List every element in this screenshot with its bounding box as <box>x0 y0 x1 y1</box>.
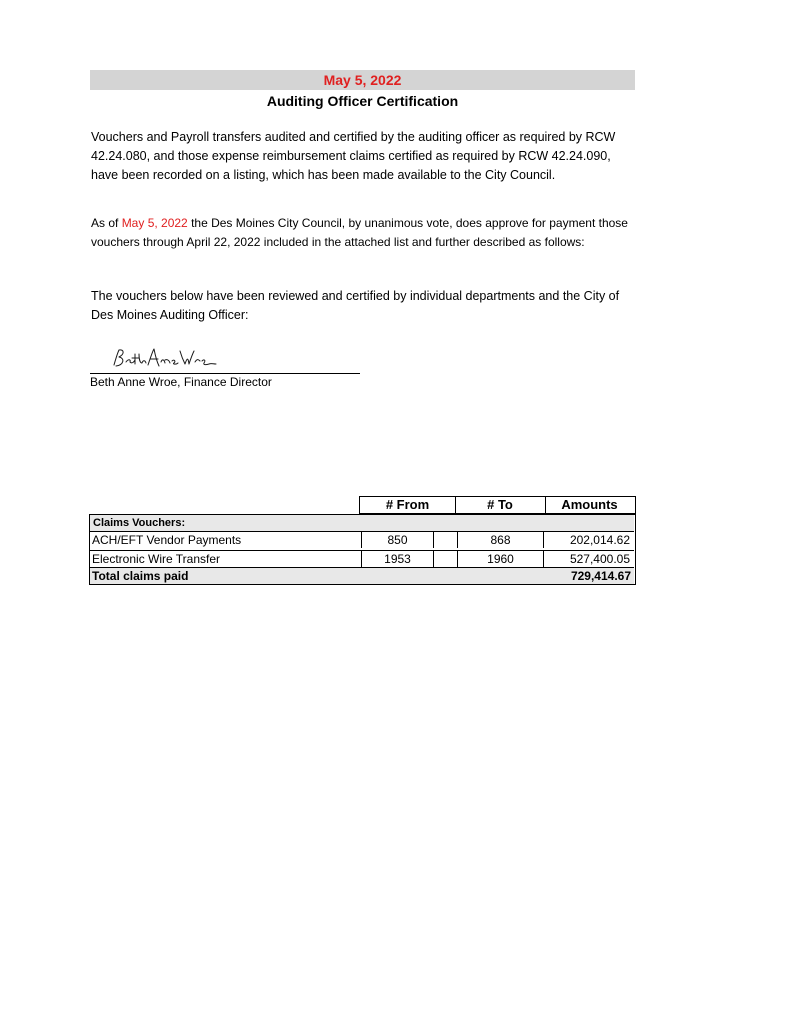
header-date: May 5, 2022 <box>323 72 402 88</box>
total-amount: 729,414.67 <box>570 569 631 583</box>
col-header-amounts: Amounts <box>561 497 618 512</box>
row-spacer <box>434 551 458 567</box>
row-to: 1960 <box>458 551 544 567</box>
approval-suffix: the Des Moines City Council, by unanimous vote, does approve for payment those vouchers through April 22, 2022 included in the attached list and further described as follows: <box>91 216 628 249</box>
col-header-to: # To <box>487 497 513 512</box>
approval-date: May 5, 2022 <box>121 216 188 230</box>
review-paragraph: The vouchers below have been reviewed and certified by individual departments and the City of Des Moines Auditing Officer: <box>91 289 620 322</box>
row-from: 1953 <box>361 551 434 567</box>
row-amount: 202,014.62 <box>569 533 630 547</box>
certification-paragraph: Vouchers and Payroll transfers audited and certified by the auditing officer as required by RCW 42.24.080, and those expense reimbursement claims certified as required by RCW 42.24.090, have been recorded on a listing, which has been made available to the City Council. <box>91 130 616 182</box>
approval-paragraph <box>91 214 631 252</box>
row-to: 868 <box>458 532 544 548</box>
page-title: Auditing Officer Certification <box>266 93 459 109</box>
row-name: ACH/EFT Vendor Payments <box>92 533 242 547</box>
row-from: 850 <box>361 532 434 548</box>
total-row <box>90 567 634 584</box>
total-label: Total claims paid <box>92 569 189 583</box>
signature-line <box>90 373 360 374</box>
header-divider <box>545 497 546 513</box>
row-name: Electronic Wire Transfer <box>92 552 221 566</box>
row-amount: 527,400.05 <box>569 552 630 566</box>
table-row <box>90 550 634 567</box>
row-spacer <box>434 532 458 548</box>
table-body <box>89 514 636 585</box>
handwritten-signature <box>110 340 220 374</box>
section-label: Claims Vouchers: <box>90 515 634 531</box>
signer-name: Beth Anne Wroe, Finance Director <box>90 375 272 389</box>
header-divider <box>455 497 456 513</box>
approval-prefix: As of <box>91 216 122 230</box>
table-header-row <box>359 496 636 514</box>
col-header-from: # From <box>385 497 430 512</box>
table-row <box>90 531 634 548</box>
date-header-bar <box>90 70 635 90</box>
